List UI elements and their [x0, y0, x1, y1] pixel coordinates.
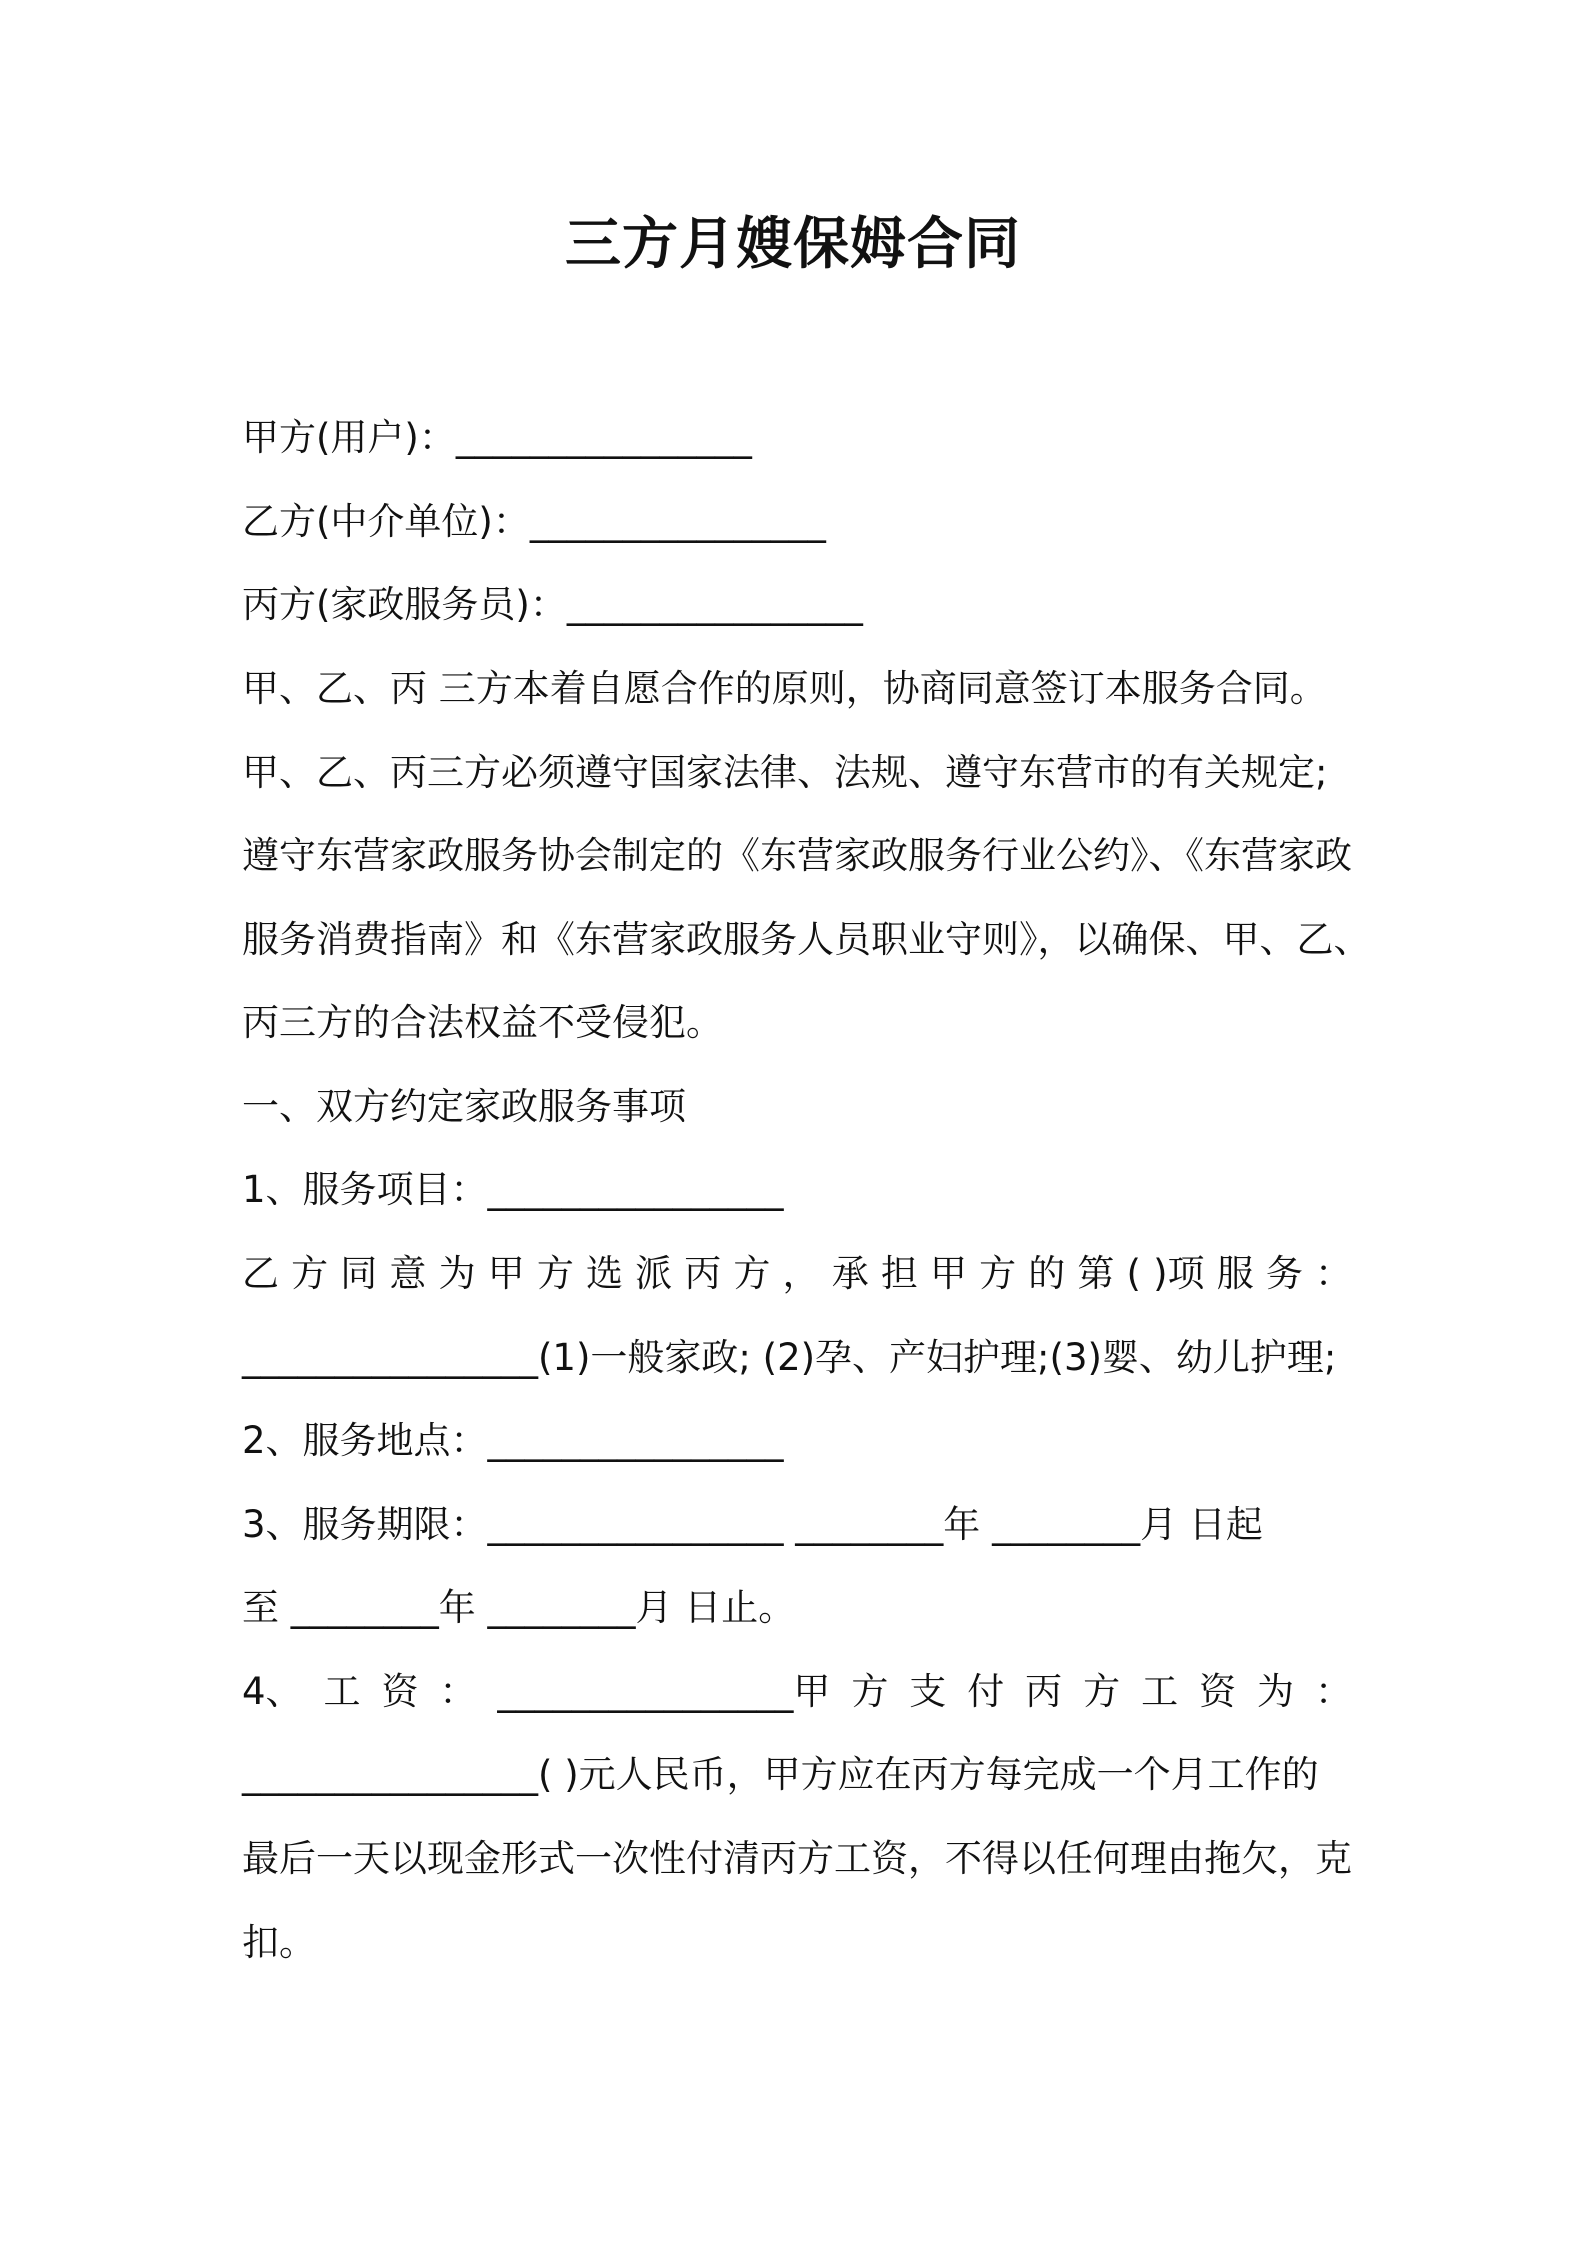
document-title: 三方月嫂保姆合同: [565, 212, 1021, 277]
wage-amount-line: ________________( )元人民币，甲方应在丙方每完成一个月工作的: [242, 1753, 1319, 1796]
wage-payment-line: 最后一天以现金形式一次性付清丙方工资，不得以任何理由拖欠，克: [242, 1837, 1352, 1880]
service-options-line: ________________(1)一般家政; (2)孕、产妇护理;(3)婴、幼儿护理;: [242, 1336, 1337, 1379]
wage-line: 4、 工 资 ： ________________甲 方 支 付 丙 方 工 资 为 ：: [242, 1670, 1352, 1713]
compliance-line-3: 服务消费指南》和《东营家政服务人员职业守则》，以确保、甲、乙、: [242, 918, 1371, 961]
service-selection-line: 乙 方 同 意 为 甲 方 选 派 丙 方 ， 承 担 甲 方 的 第 ( )项 服 务 ：: [242, 1252, 1352, 1295]
service-location-line: 2、服务地点：________________: [242, 1419, 784, 1462]
service-period-line: 3、服务期限：________________ ________年 ________月 日起: [242, 1503, 1263, 1546]
party-b-line: 乙方(中介单位)：________________: [242, 500, 826, 543]
wage-payment-end-line: 扣。: [242, 1921, 316, 1964]
compliance-line-1: 甲、乙、丙三方必须遵守国家法律、法规、遵守东营市的有关规定;: [242, 751, 1328, 794]
section-1-heading: 一、双方约定家政服务事项: [242, 1085, 686, 1128]
preamble-line: 甲、乙、丙 三方本着自愿合作的原则，协商同意签订本服务合同。: [242, 667, 1327, 710]
party-c-line: 丙方(家政服务员)：________________: [242, 583, 863, 626]
compliance-line-2: 遵守东营家政服务协会制定的《东营家政服务行业公约》、《东营家政: [242, 834, 1352, 877]
compliance-line-4: 丙三方的合法权益不受侵犯。: [242, 1001, 723, 1044]
service-period-end-line: 至 ________年 ________月 日止。: [242, 1586, 796, 1629]
service-item-line: 1、服务项目：________________: [242, 1168, 784, 1211]
party-a-line: 甲方(用户)：________________: [242, 416, 752, 459]
